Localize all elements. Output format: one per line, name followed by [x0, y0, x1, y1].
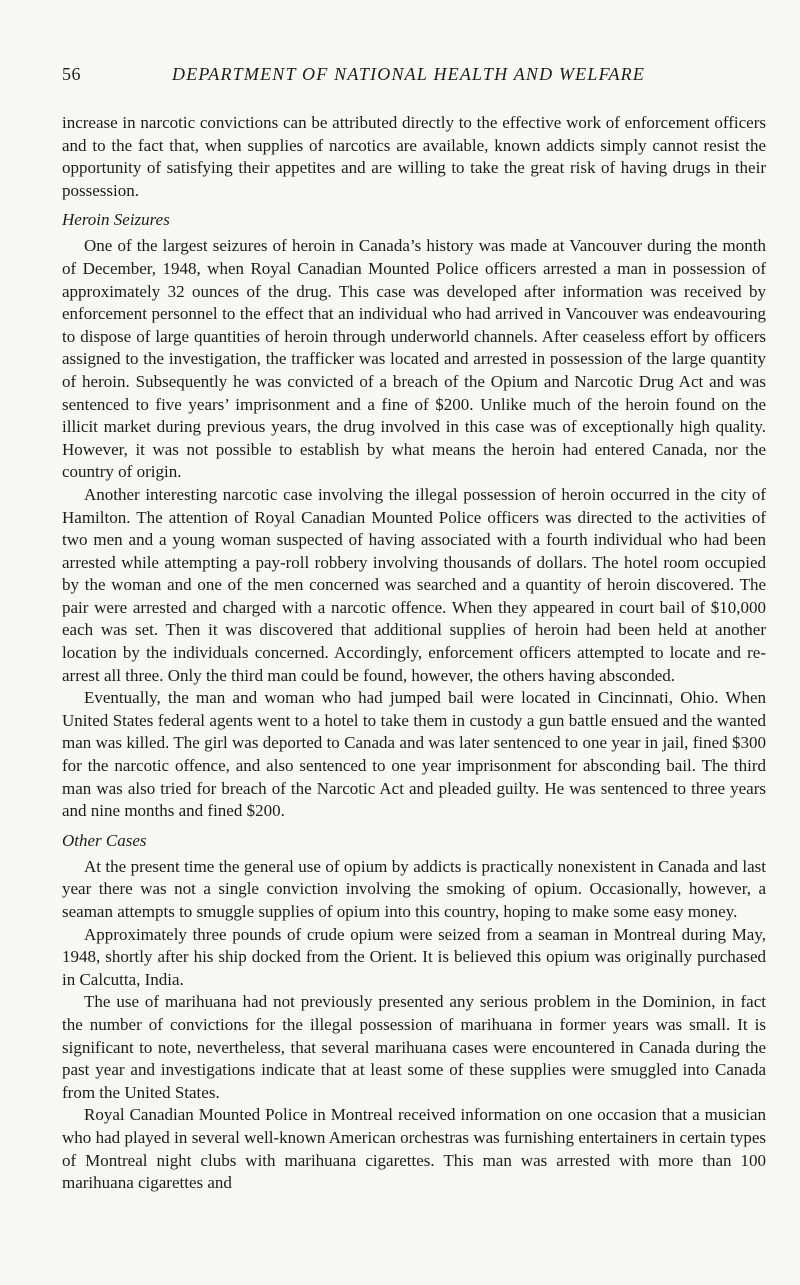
body-paragraph: Eventually, the man and woman who had jumped bail were located in Cincinnati, Ohio. When United States federal agents went to a hotel to take them in custody a gun battle ensued and the wanted man was killed. The girl was deported to Canada and was later sentenced to one year in jail, fined $300 for the narcotic offence, and also sentenced to one year imprisonment for absconding bail. The third man was also tried for breach of the Narcotic Act and pleaded guilty. He was sentenced to three years and nine months and fined $200.	[62, 688, 766, 821]
section-other-cases	[62, 830, 766, 1195]
body-paragraph: One of the largest seizures of heroin in Canada’s history was made at Vancouver during the month of December, 1948, when Royal Canadian Mounted Police officers arrested a man in possession of approximately 32 ounces of the drug. This case was developed after information was received by enforcement personnel to the effect that an individual who had arrived in Vancouver was endeavouring to dispose of large quantities of heroin through underworld channels. After ceaseless effort by officers assigned to the investigation, the trafficker was located and arrested in possession of the large quantity of heroin. Subsequently he was convicted of a breach of the Opium and Narcotic Drug Act and was sentenced to five years’ imprisonment and a fine of $200. Unlike much of the heroin found on the illicit market during previous years, the drug involved in this case was of exceptionally high quality. However, it was not possible to establish by what means the heroin had entered Canada, nor the country of origin.	[62, 236, 766, 482]
body-paragraph: Another interesting narcotic case involving the illegal possession of heroin occurred in the city of Hamilton. The attention of Royal Canadian Mounted Police officers was directed to the activities of two men and a young woman suspected of having associated with a fourth individual who had been arrested while attempting a pay-roll robbery involving thousands of dollars. The hotel room occupied by the woman and one of the men concerned was searched and a quantity of heroin discovered. The pair were arrested and charged with a narcotic offence. When they appeared in court bail of $10,000 each was set. Then it was discovered that additional supplies of heroin had been held at another location by the individuals concerned. Accordingly, enforcement officers attempted to locate and re-arrest all three. Only the third man could be found, however, the others having absconded.	[62, 484, 766, 685]
page-number: 56	[62, 64, 81, 84]
running-header-title: DEPARTMENT OF NATIONAL HEALTH AND WELFARE	[172, 64, 646, 84]
body-paragraph: Royal Canadian Mounted Police in Montreal received information on one occasion that a musician who had played in several well-known American orchestras was furnishing entertainers in certain types of Montreal night clubs with marihuana cigarettes. This man was arrested with more than 100 marihuana cigarettes and	[62, 1105, 766, 1193]
document-page	[62, 64, 766, 1195]
intro-paragraph: increase in narcotic convictions can be attributed directly to the effective work of enforcement officers and to the fact that, when supplies of narcotics are available, known addicts simply cannot resist the opportunity of satisfying their appetites and are willing to take the great risk of having drugs in their possession.	[62, 113, 766, 200]
section-heroin-seizures	[62, 209, 766, 822]
section-heading: Other Cases	[62, 830, 147, 850]
body-paragraph: At the present time the general use of opium by addicts is practically nonexistent in Canada and last year there was not a single conviction involving the smoking of opium. Occasionally, however, a seaman attempts to smuggle supplies of opium into this country, hoping to make some easy money.	[62, 856, 766, 921]
running-header	[62, 64, 766, 92]
section-heading: Heroin Seizures	[62, 210, 170, 230]
body-paragraph: Approximately three pounds of crude opium were seized from a seaman in Montreal during May, 1948, shortly after his ship docked from the Orient. It is believed this opium was originally purchased in Calcutta, India.	[62, 924, 766, 989]
body-paragraph: The use of marihuana had not previously presented any serious problem in the Dominion, in fact the number of convictions for the illegal possession of marihuana in former years was small. It is significant to note, nevertheless, that several marihuana cases were encountered in Canada during the past year and investigations indicate that at least some of these supplies were smuggled into Canada from the United States.	[62, 992, 766, 1102]
